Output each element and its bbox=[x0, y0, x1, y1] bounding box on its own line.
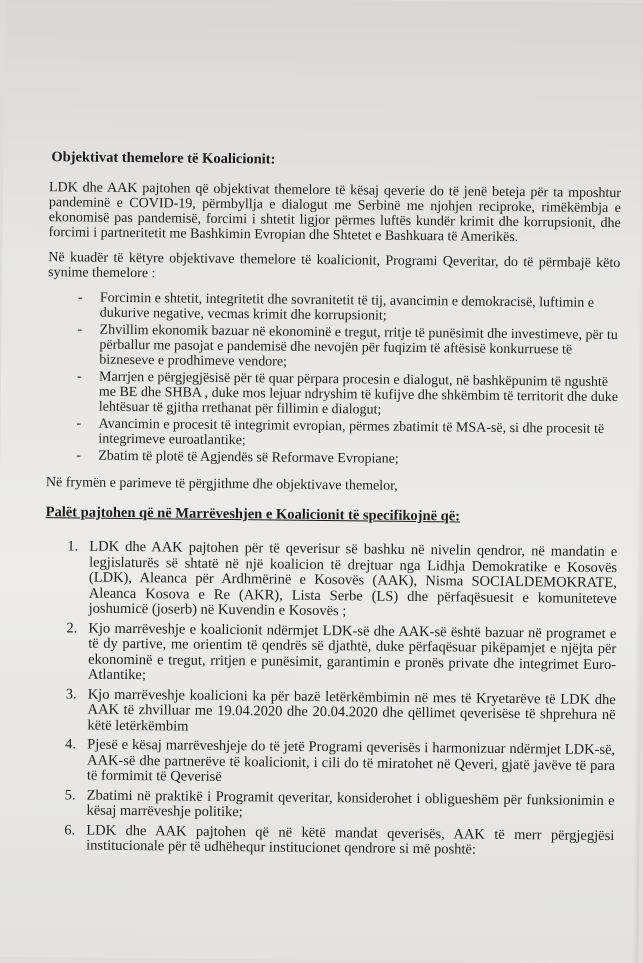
clause-text: Pjesë e kësaj marrëveshjeje do të jetë Programi qeverisës i harmonizuar ndërmjet LDK-së, AAK-së dhe partnerëve të koalicionit, i cili do të miratohet në Qeveri, gjatë javëve të para të formimit të Qeverisë bbox=[86, 736, 616, 785]
objective-text: Forcimin e shtetit, integritetit dhe sovranitetit të tij, avancimin e demokracisë, luftimin e dukurive negative, vecmas krimit dhe korrupsionit; bbox=[99, 290, 595, 324]
clause-text: LDK dhe AAK pajtohen për të qeverisur së bashku në nivelin qendror, në mandatin e legjislaturës së shtatë në një koalicion të drejtuar nga Lidhja Demokratike e Kosovës (LDK), Aleanca për Ardhmërinë e Kosovës (AAK), Nisma SOCIALDEMOKRATE, Aleanca Kosova e Re (AKR), Lista Serbe (LS) dhe përfaqësuesit e komuniteteve joshumicë (joserb) në Kuvendin e Kosovës ; bbox=[88, 538, 618, 620]
closing-paragraph: Në frymën e parimeve të përgjithme dhe objektivave themelor, bbox=[45, 475, 398, 494]
page-edge-shadow bbox=[632, 3, 643, 963]
document-body bbox=[42, 149, 621, 863]
clause-text: Zbatimi në praktikë i Programit qeveritar, konsiderohet i obligueshëm për funksionimin e kësaj marrëveshje politike; bbox=[86, 787, 615, 821]
program-intro-paragraph: Në kuadër të këtyre objektivave themelore të koalicionit, Programi Qeveritar, do të përmbajë këto synime themelore : bbox=[48, 250, 621, 282]
clause-item bbox=[43, 737, 615, 789]
objective-text: Zhvillim ekonomik bazuar në ekonominë e tregut, rritje të punësimit dhe investimeve, për tu përballur me pasojat e pandemisë dhe nevojën për fuqizim të aftësisë konkurruese të bizneseve e prodhimeve vendore; bbox=[99, 322, 618, 370]
clause-text: Kjo marrëveshje koalicioni ka për bazë letërkëmbimin në mes të Kryetarëve të LDK dhe AAK të zhvilluar me 19.04.2020 dhe 20.04.2020 dhe qëllimet qeverisëse të shprehura në këtë letërkëmbim bbox=[87, 686, 616, 735]
objective-text: Zbatim të plotë të Agjendës së Reformave Evropiane; bbox=[98, 448, 399, 467]
objective-text: Avancimin e procesit të integrimit evropian, përmes zbatimit të MSA-së, si dhe procesit të integrimeve euroatlantike; bbox=[98, 416, 605, 449]
clause-number: 4. bbox=[65, 736, 77, 753]
objective-item: - Zbatim të plotë të Agjendës së Reformave Evropiane; bbox=[76, 448, 399, 467]
clause-item bbox=[42, 823, 614, 860]
clauses-list bbox=[42, 539, 617, 859]
clause-item bbox=[43, 687, 615, 739]
clause-number: 6. bbox=[64, 821, 76, 838]
clause-number: 2. bbox=[66, 619, 78, 636]
clause-text: Kjo marrëveshje e koalicionit ndërmjet LDK-së dhe AAK-së është bazuar në programet e të dy partive, me orientim të qendrës së djathtë, duke përfaqësuar pikëpamjet e njëjta për ekonominë e tregut, rritjen e punësimit, garantimin e pronës private dhe integrimet Euro-Atlantike; bbox=[87, 620, 617, 684]
clause-item bbox=[42, 788, 614, 825]
objectives-list bbox=[46, 290, 620, 469]
clause-number: 3. bbox=[65, 685, 77, 702]
clause-text: LDK dhe AAK pajtohen që në këtë mandat qeverisës, AAK të merr përgjegjësi institucionale për të udhëhequr institucionet qendrore si më poshtë: bbox=[86, 822, 615, 858]
objective-item: - Forcimin e shtetit, integritetit dhe sovranitetit të tij, avancimin e demokracisë, luftimin e dukurive negative, vecmas krimit dhe korrupsionit; bbox=[77, 290, 595, 324]
objective-item: - Zhvillim ekonomik bazuar në ekonominë e tregut, rritje të punësimit dhe investimeve, për tu përballur me pasojat e pandemisë dhe nevojën për fuqizim të aftësisë konkurruese të bizneseve e prodhimeve vendore; bbox=[77, 322, 618, 370]
agreement-heading: Palët pajtohen që në Marrëveshjen e Koalicionit të specifikojnë që: bbox=[45, 504, 461, 525]
clause-item bbox=[44, 621, 617, 689]
section-heading: Objektivat themelore të Koalicionit: bbox=[51, 149, 276, 168]
objective-item: - Avancimin e procesit të integrimit evropian, përmes zbatimit të MSA-së, si dhe procesit të integrimeve euroatlantike; bbox=[76, 416, 605, 449]
intro-paragraph: LDK dhe AAK pajtohen që objektivat themelore të kësaj qeverie do të jenë beteja për ta mposhtur pandeminë e COVID-19, përmbyllja e dialogut me Serbinë me njohjen reciproke, rimëkëmbja e ekonomisë pas pandemisë, forcimi i shtetit ligjor përmes luftës kundër krimit dhe korrupsionit, dhe forcimi i partneritetit me Bashkimin Evropian dhe Shtetet e Bashkuara të Amerikës. bbox=[48, 180, 622, 246]
clause-number: 5. bbox=[64, 786, 76, 803]
objective-item: - Marrjen e përgjegjësisë për të quar përpara procesin e dialogut, në bashkëpunim të ngushtë me BE dhe SHBA , duke mos lejuar ndryshim të kufijve dhe shkëmbim të territorit dhe duke lehtësuar të gjitha rrethanat për fillimin e dialogut; bbox=[76, 369, 619, 418]
clause-number: 1. bbox=[67, 538, 79, 555]
objective-text: Marrjen e përgjegjësisë për të quar përpara procesin e dialogut, në bashkëpunim të ngushtë me BE dhe SHBA , duke mos lejuar ndryshim të kufijve dhe shkëmbim të territorit dhe duke lehtësuar të gjitha rrethanat për fillimin e dialogut; bbox=[98, 369, 619, 418]
clause-item bbox=[45, 539, 618, 622]
